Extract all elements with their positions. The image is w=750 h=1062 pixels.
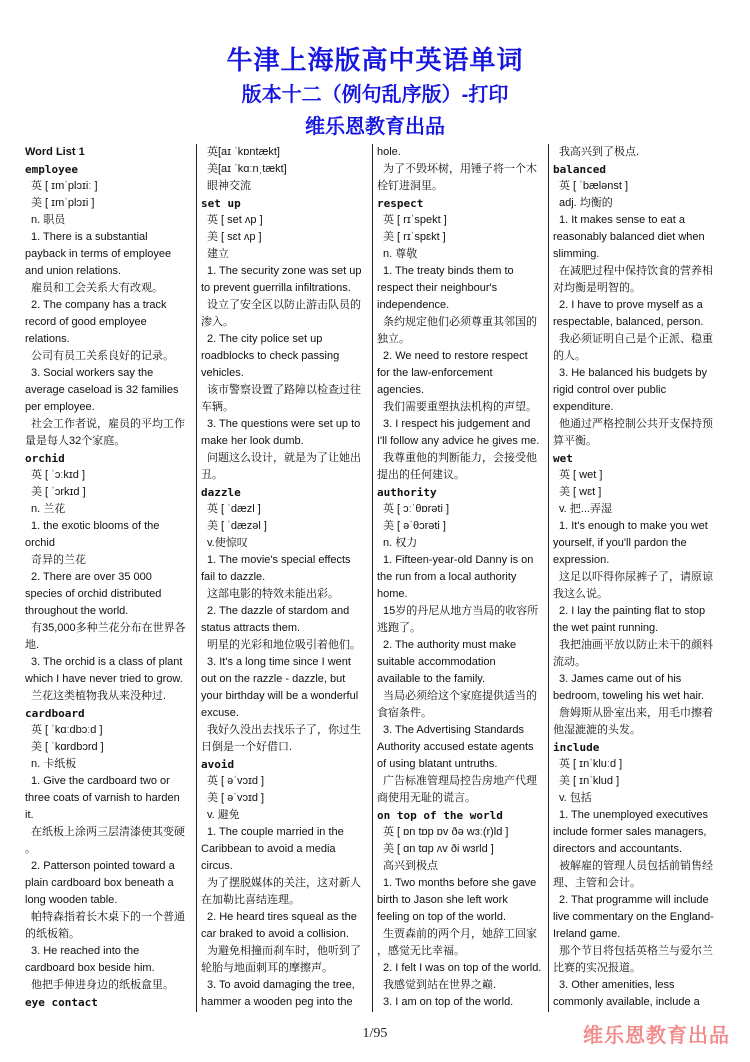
text-line: 英 [ wet ] [559, 469, 603, 481]
text-line: 渗入。 [201, 316, 234, 328]
text-line: v. 包括 [559, 792, 592, 804]
text-line: circus. [201, 860, 233, 872]
text-line: 条约规定他们必须尊重其邻国的 [383, 316, 537, 328]
watermark-text: 维乐恩教育出品 [583, 1025, 730, 1047]
text-line: and union relations. [25, 265, 122, 277]
text-line: 詹姆斯从卧室出来，用毛巾擦着 [559, 707, 713, 719]
text-line: 这部电影的特效未能出彩。 [207, 588, 339, 600]
text-line: 2. I lay the painting flat to stop [559, 605, 706, 617]
text-line: average caseload is 32 families [25, 384, 179, 396]
text-line: 设立了安全区以防止游击队员的 [207, 299, 361, 311]
headword: wet [553, 452, 573, 465]
text-line: 英 [ ˈɔːkɪd ] [31, 469, 86, 481]
headword: orchid [25, 452, 65, 465]
headword: dazzle [201, 486, 241, 499]
text-line: cardboard box beside him. [25, 962, 155, 974]
text-line: 车辆。 [201, 401, 234, 413]
text-line: live commentary on the England- [553, 911, 714, 923]
text-line: 我好久没出去找乐子了，你过生 [207, 724, 361, 736]
text-line: include former sales managers, [553, 826, 707, 838]
headword: on top of the world [377, 809, 503, 822]
text-line: 2. I felt I was on top of the world. [383, 962, 542, 974]
text-line: orchid [25, 537, 55, 549]
text-line: 3. The questions were set up to [207, 418, 361, 430]
text-line: 英 [ set ʌp ] [207, 214, 263, 226]
text-line: 1. The couple married in the [207, 826, 344, 838]
text-line: reasonably balanced diet when [553, 231, 705, 243]
text-line: 的纸板箱。 [25, 928, 80, 940]
text-line: agencies. [377, 384, 425, 396]
text-line: 在加勒比喜结连理。 [201, 894, 300, 906]
text-line: 这足以吓得你尿裤子了，请原谅 [559, 571, 713, 583]
text-line: 1. The unemployed executives [559, 809, 708, 821]
text-line: 的人。 [553, 350, 586, 362]
text-line: respectable, balanced, person. [553, 316, 704, 328]
text-line: vehicles. [201, 367, 244, 379]
text-line: suitable accommodation [377, 656, 496, 668]
text-line: 英 [ ɒn tɒp ɒv ðə wɜː(r)ld ] [383, 826, 509, 838]
text-line: 我们需要重塑执法机构的声望。 [383, 401, 537, 413]
text-line: 我这么说。 [553, 588, 608, 600]
text-line: n. 职员 [31, 214, 66, 226]
document-title: 牛津上海版高中英语单词 [226, 45, 524, 75]
text-line: 对均衡是明智的。 [553, 282, 641, 294]
text-line: 社会工作者说，雇员的平均工作 [31, 418, 185, 430]
text-line: 帕特森指着长木桌下的一个普通 [31, 911, 185, 923]
text-line: it. [25, 809, 34, 821]
text-line: rigid control over public [553, 384, 667, 396]
text-line: 3. I respect his judgement and [383, 418, 531, 430]
vocabulary-columns [22, 144, 728, 1012]
text-line: 算平衡。 [553, 435, 597, 447]
text-line: 丑。 [201, 469, 223, 481]
text-line: I'll follow any advice he gives me. [377, 435, 540, 447]
text-line: 美 [ ˈkɑrdbɔrd ] [31, 741, 104, 753]
text-line: v.使惊叹 [207, 537, 248, 549]
text-line: relations. [25, 333, 70, 345]
text-line: 3. James came out of his [559, 673, 682, 685]
text-line: 明星的光彩和地位吸引着他们。 [207, 639, 361, 651]
headword: respect [377, 197, 424, 210]
text-line: 2. There are over 35 000 [31, 571, 152, 583]
text-line: 我把油画平放以防止未干的颜料 [559, 639, 713, 651]
text-line: ，感觉无比幸福。 [377, 945, 465, 957]
text-line: 美[aɪ ˈkɑːnˌtækt] [207, 163, 287, 175]
page-number: 1/95 [362, 1026, 388, 1041]
text-line: 2. That programme will include [559, 894, 709, 906]
text-line: yourself, if you'll pardon the [553, 537, 687, 549]
text-line: 为了摆脱媒体的关注，这对新人 [207, 877, 361, 889]
text-line: payback in terms of employee [25, 248, 172, 260]
text-line: 美 [ ˈɔrkɪd ] [31, 486, 86, 498]
text-line: 3. I am on top of the world. [383, 996, 514, 1008]
text-line: 英 [ ɪnˈkluːd ] [559, 758, 623, 770]
text-line: adj. 均衡的 [559, 197, 613, 209]
text-line: car braked to avoid a collision. [201, 928, 349, 940]
text-line: 1. The treaty binds them to [383, 265, 514, 277]
text-line: 3. Other amenities, less [559, 979, 675, 991]
text-line: hammer a wooden peg into the [201, 996, 353, 1008]
text-line: 雇员和工会关系大有改观。 [31, 282, 163, 294]
text-line: out on the razzle - dazzle, but [201, 673, 346, 685]
text-line: 美 [ əˈθɔrəti ] [383, 520, 446, 532]
headword: authority [377, 486, 437, 499]
text-line: 问题这么设计，就是为了让她出 [207, 452, 361, 464]
text-line: 3. He balanced his budgets by [559, 367, 707, 379]
text-line: 我高兴到了极点. [559, 146, 640, 158]
text-line: 有35,000多种兰花分布在世界各 [31, 622, 186, 634]
headword: set up [201, 197, 241, 210]
text-line: fail to dazzle. [201, 571, 266, 583]
text-line: 3. It's a long time since I went [207, 656, 351, 668]
text-line: 3. The Advertising Standards [383, 724, 525, 736]
text-line: 美 [ ɪnˈklud ] [559, 775, 620, 787]
text-line: plain cardboard box beneath a [25, 877, 174, 889]
text-line: 英 [ ˈdæzl ] [207, 503, 261, 515]
text-line: 2. The authority must make [383, 639, 517, 651]
text-line: 2. Patterson pointed toward a [31, 860, 175, 872]
text-line: 美 [ əˈvɔɪd ] [207, 792, 265, 804]
text-line: 英 [ ˈkɑːdbɔːd ] [31, 724, 103, 736]
text-line: 在减肥过程中保持饮食的营养相 [559, 265, 713, 277]
text-line: respect their neighbour's [377, 282, 498, 294]
text-line: 2. I have to prove myself as a [559, 299, 703, 311]
text-line: home. [377, 588, 408, 600]
publisher-line: 维乐恩教育出品 [305, 116, 445, 138]
text-line: to prevent guerrilla infiltrations. [201, 282, 351, 294]
text-line: 他把手伸进身边的纸板盒里。 [31, 979, 174, 991]
text-line: v. 把...弄湿 [559, 503, 612, 515]
text-line: 1. There is a substantial [31, 231, 148, 243]
text-line: 英 [ ˈbælənst ] [559, 180, 629, 192]
text-line: Ireland game. [553, 928, 621, 940]
text-line: commonly available, include a [553, 996, 700, 1008]
text-line: 1. It's enough to make you wet [559, 520, 708, 532]
text-line: 2. The city police set up [207, 333, 323, 345]
text-line: per employee. [25, 401, 95, 413]
text-line: for the law-enforcement [377, 367, 493, 379]
text-line: 兰花这类植物我从来没种过. [31, 690, 167, 702]
text-line: 1. The movie's special effects [207, 554, 351, 566]
text-line: 1. Give the cardboard two or [31, 775, 170, 787]
text-line: expression. [553, 554, 610, 566]
column-2 [198, 144, 370, 1012]
text-line: 2. The dazzle of stardom and [207, 605, 350, 617]
text-line: 流动。 [553, 656, 586, 668]
text-line: 他湿漉漉的头发。 [553, 724, 641, 736]
column-3 [374, 144, 546, 1012]
headword: cardboard [25, 707, 85, 720]
page-header [0, 42, 750, 142]
text-line: 英 [ əˈvɔɪd ] [207, 775, 265, 787]
text-line: 在纸板上涂两三层清漆使其变硬 [31, 826, 185, 838]
text-line: 我尊重他的判断能力，会接受他 [383, 452, 537, 464]
headword: employee [25, 163, 78, 176]
text-line: 该市警察设置了路障以检查过往 [207, 384, 361, 396]
text-line: 量是每人32个家庭。 [25, 435, 126, 447]
text-line: 1. the exotic blooms of the [31, 520, 160, 532]
text-line: 我感觉到站在世界之巅. [383, 979, 497, 991]
text-line: 美 [ ɑn tɑp ʌv ði wɜrld ] [383, 843, 494, 855]
text-line: 。 [25, 843, 36, 855]
text-line: 美 [ rɪˈspɛkt ] [383, 231, 446, 243]
text-line: 1. It makes sense to eat a [559, 214, 685, 226]
text-line: independence. [377, 299, 450, 311]
text-line: 英 [ ɔːˈθɒrəti ] [383, 503, 450, 515]
text-line: 美 [ ˈdæzəl ] [207, 520, 267, 532]
text-line: 2. The company has a track [31, 299, 167, 311]
text-line: directors and accountants. [553, 843, 683, 855]
text-line: 为避免相撞而刹车时，他听到了 [207, 945, 361, 957]
text-line: 我必须证明自己是个正派、稳重 [559, 333, 713, 345]
text-line: 高兴到极点 [383, 860, 438, 872]
text-line: 3. He reached into the [31, 945, 140, 957]
text-line: species of orchid distributed [25, 588, 162, 600]
text-line: three coats of varnish to harden [25, 792, 180, 804]
text-line: 2. We need to restore respect [383, 350, 528, 362]
text-line: slimming. [553, 248, 600, 260]
text-line: Authority accused estate agents [377, 741, 534, 753]
text-line: long wooden table. [25, 894, 118, 906]
headword: include [553, 741, 600, 754]
text-line: 3. To avoid damaging the tree, [207, 979, 355, 991]
text-line: n. 兰花 [31, 503, 66, 515]
column-divider [548, 144, 549, 1012]
column-1 [22, 144, 194, 1012]
text-line: your birthday will be a wonderful [201, 690, 359, 702]
headword: balanced [553, 163, 606, 176]
text-line: record of good employee [25, 316, 147, 328]
text-line: 被解雇的管理人员包括前销售经 [559, 860, 713, 872]
text-line: 眼神交流 [207, 180, 251, 192]
text-line: 3. The orchid is a class of plant [31, 656, 183, 668]
text-line: 英[aɪ ˈkɒntækt] [207, 146, 280, 158]
text-line: 提出的任何建议。 [377, 469, 465, 481]
text-line: 建立 [207, 248, 229, 260]
text-line: 1. The security zone was set up [207, 265, 362, 277]
text-line: throughout the world. [25, 605, 129, 617]
text-line: expenditure. [553, 401, 614, 413]
headword: avoid [201, 758, 235, 771]
text-line: 美 [ wɛt ] [559, 486, 602, 498]
text-line: status attracts them. [201, 622, 301, 634]
text-line: 3. Social workers say the [31, 367, 154, 379]
text-line: make her look dumb. [201, 435, 304, 447]
text-line: bedroom, toweling his wet hair. [553, 690, 705, 702]
text-line: 当局必须给这个家庭提供适当的 [383, 690, 537, 702]
column-divider [372, 144, 373, 1012]
text-line: n. 尊敬 [383, 248, 418, 260]
text-line: 商使用无耻的谎言。 [377, 792, 476, 804]
text-line: n. 卡纸板 [31, 758, 77, 770]
text-line: 那个节目将包括英格兰与爱尔兰 [559, 945, 713, 957]
text-line: 2. He heard tires squeal as the [207, 911, 357, 923]
text-line: feeling on top of the world. [377, 911, 507, 923]
text-line: excuse. [201, 707, 239, 719]
headword: eye contact [25, 996, 98, 1009]
text-line: 英 [ rɪˈspekt ] [383, 214, 447, 226]
text-line: 公司有员工关系良好的记录。 [31, 350, 174, 362]
text-line: Caribbean to avoid a media [201, 843, 336, 855]
document-subtitle: 版本十二（例句乱序版）-打印 [241, 84, 509, 106]
text-line: of using blatant untruths. [377, 758, 498, 770]
text-line: the run from a local authority [377, 571, 517, 583]
text-line: 1. Fifteen-year-old Danny is on [383, 554, 534, 566]
text-line: 广告标准管理局控告房地产代理 [383, 775, 537, 787]
text-line: 轮胎与地面刺耳的摩擦声。 [201, 962, 333, 974]
text-line: 栓钉进洞里。 [377, 180, 443, 192]
text-line: available to the family. [377, 673, 486, 685]
text-line: which I have never tried to grow. [25, 673, 183, 685]
text-line: 食宿条件。 [377, 707, 432, 719]
text-line: 独立。 [377, 333, 410, 345]
text-line: 奇异的兰花 [31, 554, 86, 566]
text-line: n. 权力 [383, 537, 418, 549]
text-line: 日倒是一个好借口. [201, 741, 293, 753]
word-list-heading: Word List 1 [25, 146, 85, 158]
text-line: hole. [377, 146, 401, 158]
text-line: 逃跑了。 [377, 622, 421, 634]
text-line: 1. Two months before she gave [383, 877, 537, 889]
text-line: 他通过严格控制公共开支保持预 [559, 418, 713, 430]
text-line: 理、主管和会计。 [553, 877, 641, 889]
text-line: 地. [25, 639, 40, 651]
text-line: 为了不毁坏树，用锤子将一个木 [383, 163, 537, 175]
text-line: v. 避免 [207, 809, 240, 821]
column-divider [196, 144, 197, 1012]
text-line: 美 [ sɛt ʌp ] [207, 231, 262, 243]
text-line: birth to Jason she left work [377, 894, 508, 906]
text-line: 美 [ ɪmˈplɔɪi ] [31, 197, 95, 209]
text-line: 英 [ ɪmˈplɔɪiː ] [31, 180, 98, 192]
text-line: roadblocks to check passing [201, 350, 340, 362]
text-line: 比赛的实况报道。 [553, 962, 641, 974]
text-line: 15岁的丹尼从地方当局的收容所 [383, 605, 539, 617]
text-line: the wet paint running. [553, 622, 659, 634]
text-line: 生贾森前的两个月，她辞工回家 [383, 928, 537, 940]
column-4 [550, 144, 728, 1012]
